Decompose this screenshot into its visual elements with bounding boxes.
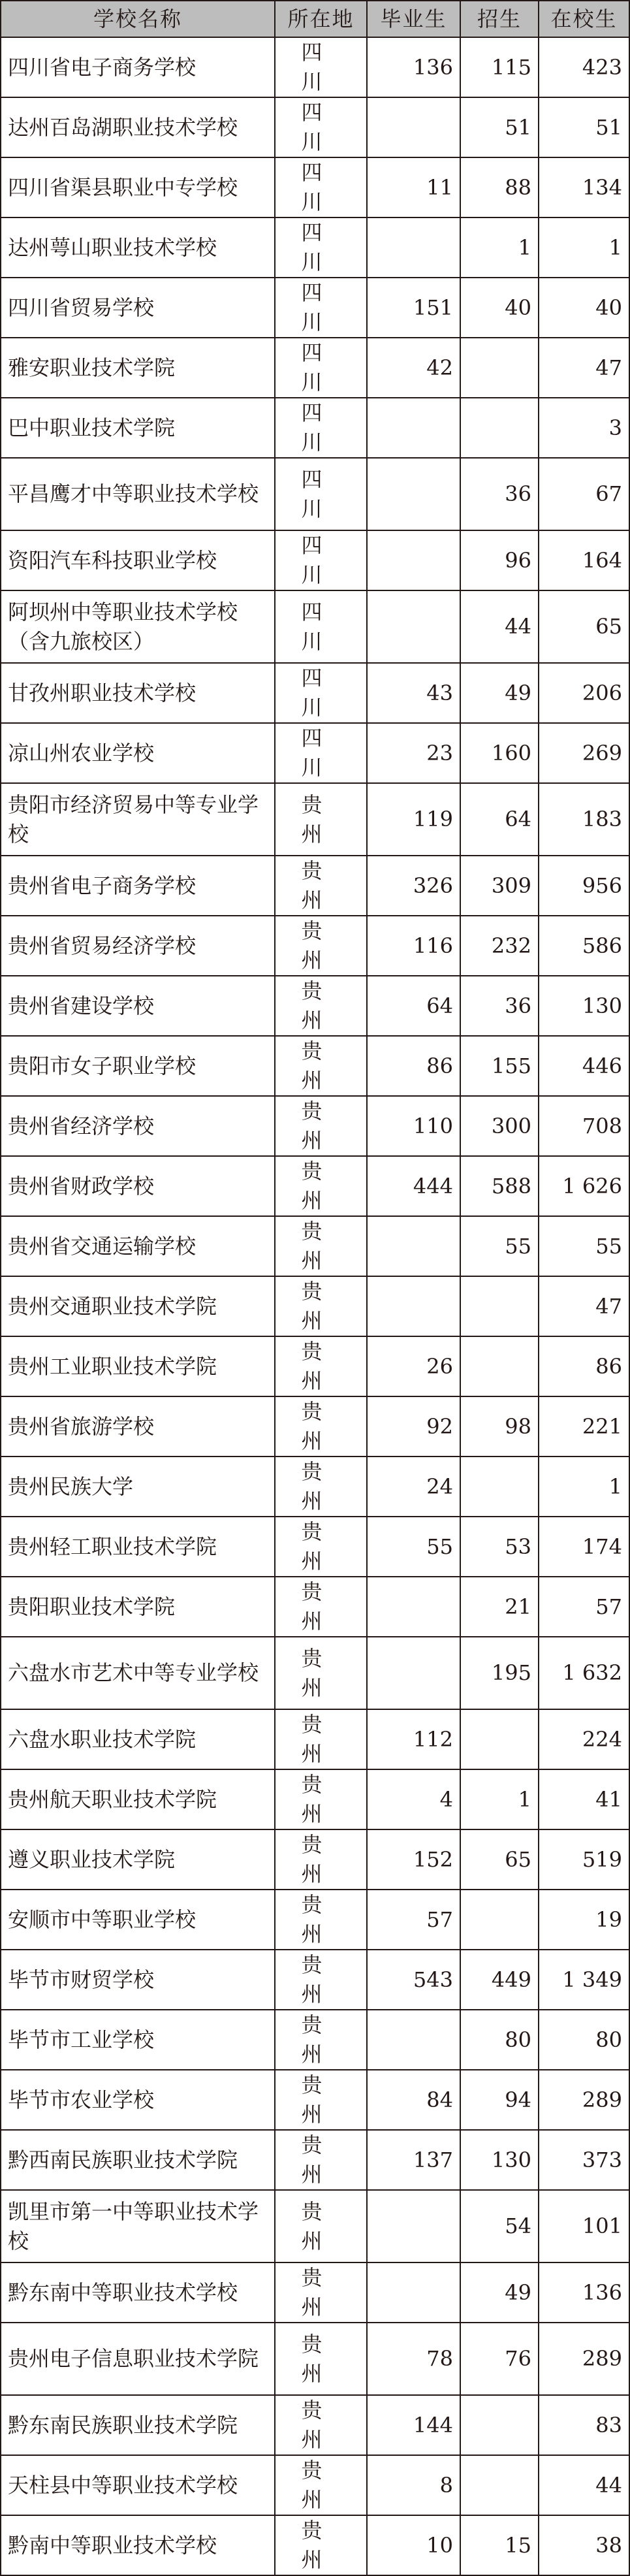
school-name-cell: 安顺市中等职业学校 [1,1890,275,1950]
graduates-cell: 64 [367,976,460,1036]
school-name-cell: 凉山州农业学校 [1,723,275,783]
students-cell: 47 [539,1276,629,1336]
students-cell: 80 [539,2010,629,2070]
table-row [1,590,629,663]
location-cell: 贵州 [275,2455,367,2515]
students-cell: 3 [539,398,629,458]
table-row [1,2190,629,2262]
enrollment-cell [460,2455,539,2515]
table-row [1,2010,629,2070]
location-cell: 贵州 [275,1336,367,1396]
table-row [1,2323,629,2395]
graduates-cell: 112 [367,1709,460,1769]
students-cell: 519 [539,1829,629,1890]
students-cell: 446 [539,1036,629,1096]
table-row [1,1457,629,1517]
school-name-cell: 贵州民族大学 [1,1457,275,1517]
school-name-cell: 贵州省旅游学校 [1,1396,275,1457]
enrollment-cell [460,2395,539,2455]
table-row [1,1036,629,1096]
table-row [1,278,629,338]
graduates-cell: 444 [367,1156,460,1216]
table-row [1,2130,629,2190]
location-cell: 贵州 [275,1950,367,2010]
school-name-cell: 巴中职业技术学院 [1,398,275,458]
school-name-cell: 毕节市财贸学校 [1,1950,275,2010]
students-cell: 206 [539,663,629,723]
enrollment-cell: 53 [460,1517,539,1577]
location-cell: 四川 [275,97,367,157]
students-cell: 956 [539,856,629,916]
location-cell: 四川 [275,458,367,530]
table-row [1,2262,629,2323]
table-row [1,1577,629,1637]
students-cell: 423 [539,37,629,97]
school-name-cell: 贵州电子信息职业技术学院 [1,2323,275,2395]
location-cell: 四川 [275,278,367,338]
graduates-cell: 4 [367,1769,460,1829]
students-cell: 373 [539,2130,629,2190]
enrollment-cell: 21 [460,1577,539,1637]
enrollment-cell: 300 [460,1096,539,1156]
students-cell: 44 [539,2455,629,2515]
table-row [1,1336,629,1396]
graduates-cell [367,2010,460,2070]
students-cell: 83 [539,2395,629,2455]
location-cell: 贵州 [275,2395,367,2455]
students-cell: 86 [539,1336,629,1396]
school-name-cell: 贵阳市女子职业学校 [1,1036,275,1096]
enrollment-cell: 51 [460,97,539,157]
location-cell: 四川 [275,530,367,590]
location-cell: 贵州 [275,1276,367,1336]
students-cell: 289 [539,2070,629,2130]
table-row [1,1829,629,1890]
school-name-cell: 达州百岛湖职业技术学校 [1,97,275,157]
table-row [1,663,629,723]
table-row [1,97,629,157]
school-name-cell: 六盘水市艺术中等专业学校 [1,1637,275,1709]
graduates-cell: 543 [367,1950,460,2010]
enrollment-cell: 80 [460,2010,539,2070]
enrollment-cell: 1 [460,1769,539,1829]
enrollment-cell: 588 [460,1156,539,1216]
enrollment-cell: 54 [460,2190,539,2262]
enrollment-cell: 44 [460,590,539,663]
students-cell: 57 [539,1577,629,1637]
graduates-cell: 86 [367,1036,460,1096]
header-location: 所在地 [275,1,367,37]
table-row [1,856,629,916]
students-cell: 1 626 [539,1156,629,1216]
location-cell: 四川 [275,590,367,663]
graduates-cell: 10 [367,2515,460,2575]
enrollment-cell: 55 [460,1216,539,1276]
graduates-cell: 42 [367,338,460,398]
location-cell: 贵州 [275,916,367,976]
table-row [1,1769,629,1829]
graduates-cell: 23 [367,723,460,783]
graduates-cell: 78 [367,2323,460,2395]
graduates-cell [367,2190,460,2262]
location-cell: 贵州 [275,2323,367,2395]
enrollment-cell: 232 [460,916,539,976]
enrollment-cell: 15 [460,2515,539,2575]
table-row [1,217,629,278]
header-students: 在校生 [539,1,629,37]
enrollment-cell: 130 [460,2130,539,2190]
table-row [1,1096,629,1156]
school-name-cell: 毕节市工业学校 [1,2010,275,2070]
graduates-cell: 43 [367,663,460,723]
students-cell: 1 632 [539,1637,629,1709]
enrollment-cell: 94 [460,2070,539,2130]
enrollment-cell: 309 [460,856,539,916]
graduates-cell: 137 [367,2130,460,2190]
table-row [1,1276,629,1336]
students-cell: 51 [539,97,629,157]
students-cell: 221 [539,1396,629,1457]
table-row [1,2070,629,2130]
graduates-cell [367,2262,460,2323]
graduates-cell [367,398,460,458]
table-header [1,1,629,37]
enrollment-cell: 449 [460,1950,539,2010]
location-cell: 四川 [275,338,367,398]
school-name-cell: 贵州省电子商务学校 [1,856,275,916]
graduates-cell [367,458,460,530]
school-name-cell: 阿坝州中等职业技术学校（含九旅校区） [1,590,275,663]
enrollment-cell: 64 [460,783,539,856]
table-row [1,1517,629,1577]
students-cell: 40 [539,278,629,338]
graduates-cell: 116 [367,916,460,976]
school-name-cell: 资阳汽车科技职业学校 [1,530,275,590]
table-row [1,723,629,783]
graduates-cell: 55 [367,1517,460,1577]
enrollment-cell: 40 [460,278,539,338]
students-cell: 136 [539,2262,629,2323]
students-cell: 269 [539,723,629,783]
enrollment-cell: 115 [460,37,539,97]
graduates-cell [367,1276,460,1336]
enrollment-cell: 155 [460,1036,539,1096]
graduates-cell: 84 [367,2070,460,2130]
students-cell: 101 [539,2190,629,2262]
table-row [1,2395,629,2455]
enrollment-cell [460,1457,539,1517]
school-name-cell: 黔南中等职业技术学校 [1,2515,275,2575]
table-row [1,783,629,856]
table-row [1,37,629,97]
location-cell: 贵州 [275,1517,367,1577]
school-name-cell: 黔东南中等职业技术学校 [1,2262,275,2323]
school-name-cell: 六盘水职业技术学院 [1,1709,275,1769]
enrollment-cell: 65 [460,1829,539,1890]
graduates-cell: 152 [367,1829,460,1890]
graduates-cell [367,1216,460,1276]
table-row [1,157,629,217]
location-cell: 贵州 [275,1890,367,1950]
enrollment-cell [460,338,539,398]
enrollment-cell [460,1709,539,1769]
header-row [1,1,629,37]
location-cell: 贵州 [275,1036,367,1096]
school-name-cell: 毕节市农业学校 [1,2070,275,2130]
header-graduates: 毕业生 [367,1,460,37]
location-cell: 贵州 [275,1709,367,1769]
table-row [1,458,629,530]
school-name-cell: 贵州省经济学校 [1,1096,275,1156]
location-cell: 贵州 [275,1829,367,1890]
school-name-cell: 贵州省交通运输学校 [1,1216,275,1276]
table-row [1,1950,629,2010]
enrollment-cell [460,1336,539,1396]
graduates-cell: 26 [367,1336,460,1396]
location-cell: 贵州 [275,2010,367,2070]
school-name-cell: 四川省渠县职业中专学校 [1,157,275,217]
location-cell: 贵州 [275,1577,367,1637]
graduates-cell: 11 [367,157,460,217]
enrollment-cell: 36 [460,458,539,530]
school-name-cell: 雅安职业技术学院 [1,338,275,398]
students-cell: 708 [539,1096,629,1156]
table-row [1,916,629,976]
students-cell: 134 [539,157,629,217]
school-name-cell: 贵州交通职业技术学院 [1,1276,275,1336]
enrollment-cell: 36 [460,976,539,1036]
table-row [1,1709,629,1769]
location-cell: 贵州 [275,2190,367,2262]
graduates-cell: 92 [367,1396,460,1457]
graduates-cell [367,217,460,278]
location-cell: 贵州 [275,856,367,916]
enrollment-cell: 96 [460,530,539,590]
header-enrollment: 招生 [460,1,539,37]
location-cell: 四川 [275,157,367,217]
students-cell: 174 [539,1517,629,1577]
table-row [1,338,629,398]
location-cell: 贵州 [275,976,367,1036]
graduates-cell: 24 [367,1457,460,1517]
table-row [1,1890,629,1950]
school-name-cell: 贵州航天职业技术学院 [1,1769,275,1829]
table-row [1,1396,629,1457]
location-cell: 贵州 [275,1156,367,1216]
school-name-cell: 达州萼山职业技术学校 [1,217,275,278]
students-cell: 47 [539,338,629,398]
location-cell: 贵州 [275,2130,367,2190]
students-cell: 41 [539,1769,629,1829]
students-cell: 1 [539,1457,629,1517]
graduates-cell [367,97,460,157]
location-cell: 贵州 [275,1457,367,1517]
enrollment-cell: 195 [460,1637,539,1709]
school-name-cell: 平昌鹰才中等职业技术学校 [1,458,275,530]
students-cell: 130 [539,976,629,1036]
students-cell: 38 [539,2515,629,2575]
table-row [1,1216,629,1276]
table-row [1,2455,629,2515]
location-cell: 四川 [275,37,367,97]
graduates-cell: 110 [367,1096,460,1156]
school-name-cell: 四川省贸易学校 [1,278,275,338]
students-cell: 183 [539,783,629,856]
graduates-cell [367,530,460,590]
school-name-cell: 四川省电子商务学校 [1,37,275,97]
students-cell: 289 [539,2323,629,2395]
school-name-cell: 贵阳市经济贸易中等专业学校 [1,783,275,856]
table-row [1,1156,629,1216]
graduates-cell: 57 [367,1890,460,1950]
school-name-cell: 贵阳职业技术学院 [1,1577,275,1637]
school-name-cell: 遵义职业技术学院 [1,1829,275,1890]
school-name-cell: 贵州省财政学校 [1,1156,275,1216]
location-cell: 贵州 [275,1096,367,1156]
students-cell: 65 [539,590,629,663]
students-cell: 19 [539,1890,629,1950]
students-cell: 164 [539,530,629,590]
enrollment-cell [460,1276,539,1336]
location-cell: 贵州 [275,1396,367,1457]
school-name-cell: 黔西南民族职业技术学院 [1,2130,275,2190]
enrollment-cell: 160 [460,723,539,783]
students-cell: 586 [539,916,629,976]
school-name-cell: 甘孜州职业技术学校 [1,663,275,723]
graduates-cell: 136 [367,37,460,97]
table-row [1,1637,629,1709]
location-cell: 四川 [275,723,367,783]
location-cell: 贵州 [275,2262,367,2323]
location-cell: 四川 [275,217,367,278]
table-body [1,37,629,2575]
location-cell: 贵州 [275,2070,367,2130]
school-name-cell: 贵州省建设学校 [1,976,275,1036]
students-cell: 55 [539,1216,629,1276]
students-cell: 67 [539,458,629,530]
students-cell: 224 [539,1709,629,1769]
table-row [1,976,629,1036]
graduates-cell: 144 [367,2395,460,2455]
header-school-name: 学校名称 [1,1,275,37]
enrollment-cell: 1 [460,217,539,278]
location-cell: 贵州 [275,1637,367,1709]
location-cell: 贵州 [275,1216,367,1276]
enrollment-cell: 88 [460,157,539,217]
graduates-cell: 119 [367,783,460,856]
location-cell: 贵州 [275,783,367,856]
students-cell: 1 349 [539,1950,629,2010]
enrollment-cell: 76 [460,2323,539,2395]
table-row [1,2515,629,2575]
location-cell: 贵州 [275,2515,367,2575]
school-name-cell: 贵州轻工职业技术学院 [1,1517,275,1577]
school-name-cell: 贵州省贸易经济学校 [1,916,275,976]
enrollment-cell [460,398,539,458]
enrollment-cell: 49 [460,2262,539,2323]
students-cell: 1 [539,217,629,278]
school-name-cell: 天柱县中等职业技术学校 [1,2455,275,2515]
location-cell: 贵州 [275,1769,367,1829]
graduates-cell: 8 [367,2455,460,2515]
graduates-cell: 151 [367,278,460,338]
school-name-cell: 黔东南民族职业技术学院 [1,2395,275,2455]
enrollment-cell: 49 [460,663,539,723]
school-name-cell: 贵州工业职业技术学院 [1,1336,275,1396]
enrollment-cell: 98 [460,1396,539,1457]
graduates-cell [367,1577,460,1637]
school-name-cell: 凯里市第一中等职业技术学校 [1,2190,275,2262]
table-row [1,530,629,590]
enrollment-cell [460,1890,539,1950]
table-row [1,398,629,458]
location-cell: 四川 [275,398,367,458]
graduates-cell: 326 [367,856,460,916]
graduates-cell [367,1637,460,1709]
location-cell: 四川 [275,663,367,723]
graduates-cell [367,590,460,663]
